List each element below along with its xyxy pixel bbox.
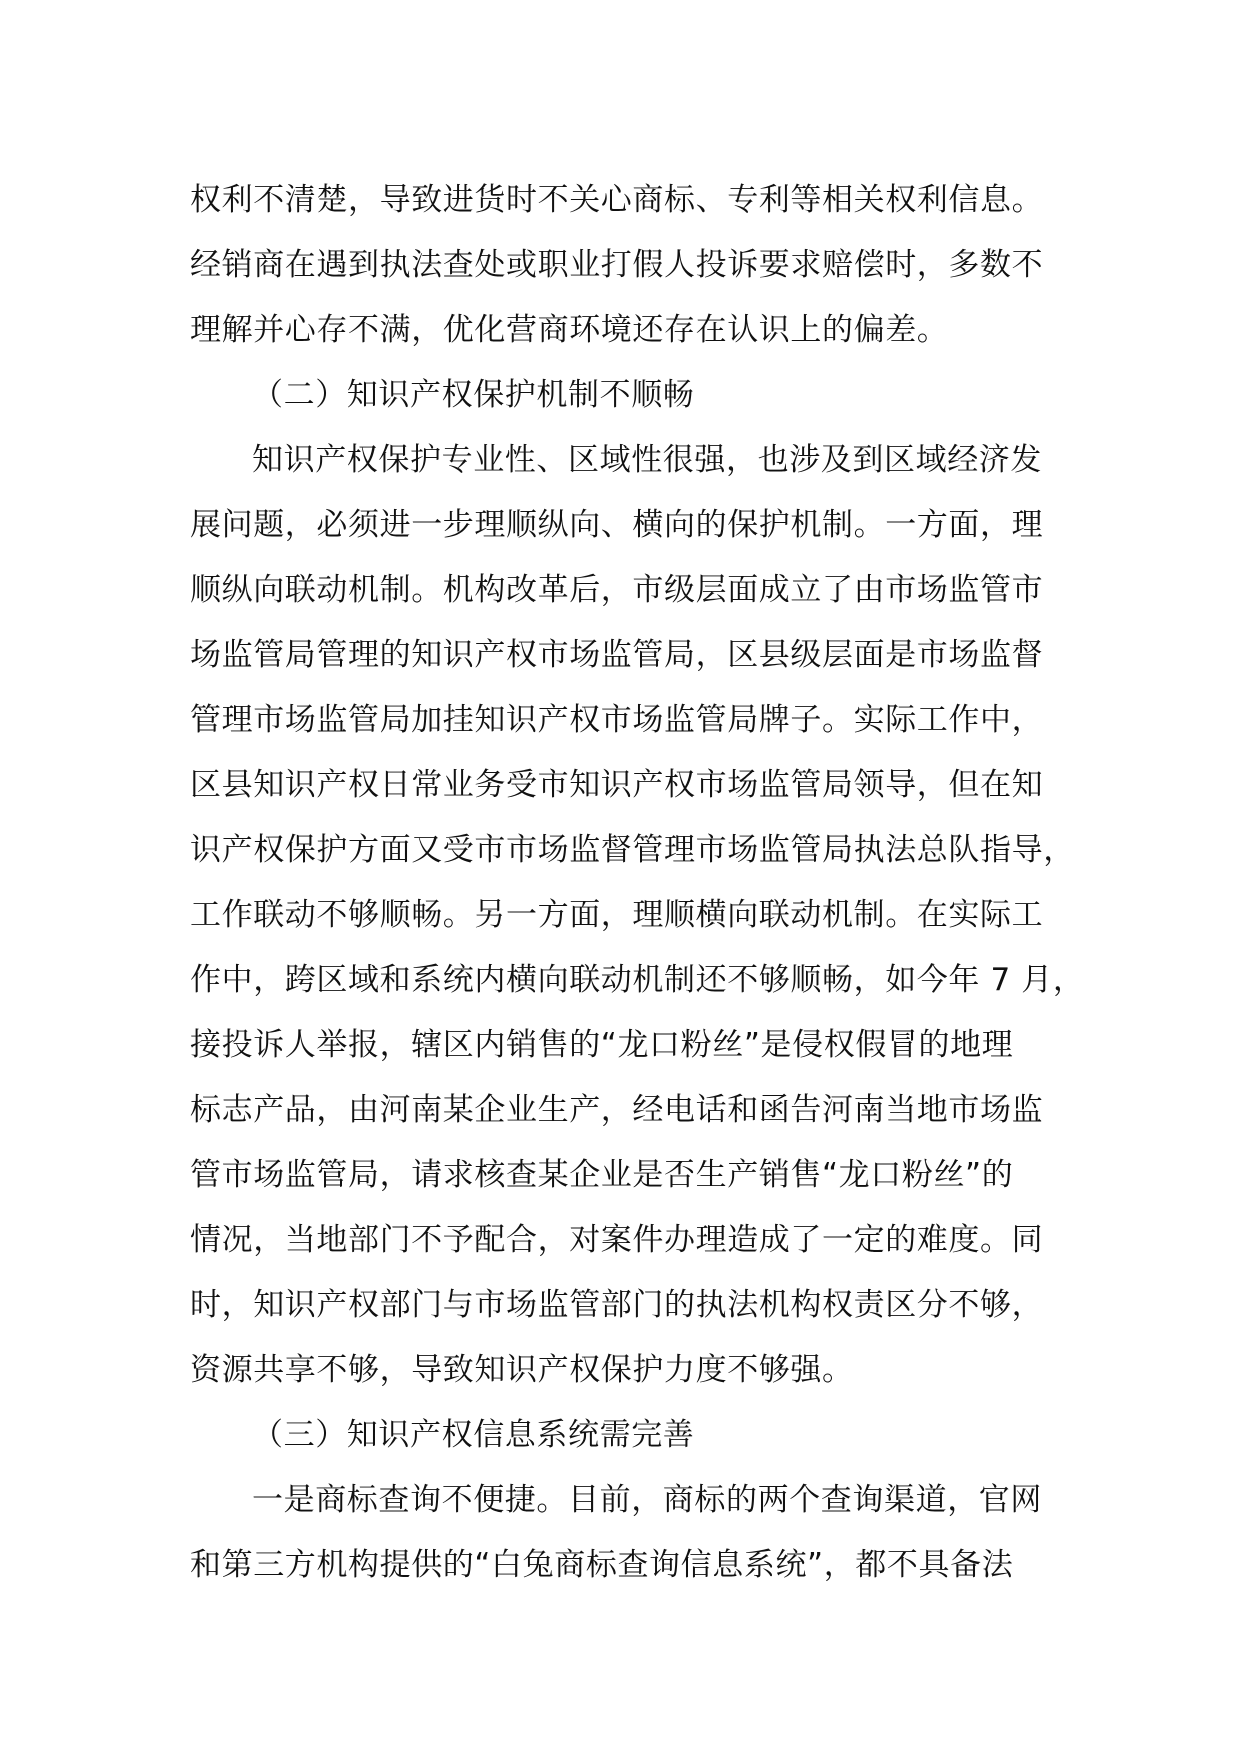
text-line: 权利不清楚，导致进货时不关心商标、专利等相关权利信息。: [190, 182, 1044, 218]
text-line: 一是商标查询不便捷。目前，商标的两个查询渠道，官网: [252, 1482, 1042, 1518]
text-line: 展问题，必须进一步理顺纵向、横向的保护机制。一方面，理: [190, 507, 1044, 543]
text-line: 情况，当地部门不予配合，对案件办理造成了一定的难度。同: [190, 1222, 1044, 1258]
text-line: 作中，跨区域和系统内横向联动机制还不够顺畅，如今年 7 月，: [190, 962, 1085, 998]
text-line: 知识产权保护专业性、区域性很强，也涉及到区域经济发: [252, 442, 1042, 478]
text-line: 资源共享不够，导致知识产权保护力度不够强。: [190, 1352, 854, 1388]
text-line: 管市场监管局，请求核查某企业是否生产销售“龙口粉丝”的: [190, 1157, 1014, 1193]
text-line: 经销商在遇到执法查处或职业打假人投诉要求赔偿时，多数不: [190, 247, 1044, 283]
document-body: [190, 168, 1085, 1598]
section-heading: （二）知识产权保护机制不顺畅: [252, 377, 695, 413]
text-line: 和第三方机构提供的“白兔商标查询信息系统”，都不具备法: [190, 1547, 1014, 1583]
text-line: 接投诉人举报，辖区内销售的“龙口粉丝”是侵权假冒的地理: [190, 1027, 1014, 1063]
text-line: 标志产品，由河南某企业生产，经电话和函告河南当地市场监: [190, 1092, 1044, 1128]
text-line: 场监管局管理的知识产权市场监管局，区县级层面是市场监督: [190, 637, 1044, 673]
text-line: 识产权保护方面又受市市场监督管理市场监管局执法总队指导，: [190, 832, 1075, 868]
text-line: 理解并心存不满，优化营商环境还存在认识上的偏差。: [190, 312, 949, 348]
text-line: 时，知识产权部门与市场监管部门的执法机构权责区分不够，: [190, 1287, 1044, 1323]
text-line: 区县知识产权日常业务受市知识产权市场监管局领导，但在知: [190, 767, 1044, 803]
text-line: 工作联动不够顺畅。另一方面，理顺横向联动机制。在实际工: [190, 897, 1044, 933]
section-heading: （三）知识产权信息系统需完善: [252, 1417, 695, 1453]
text-line: 管理市场监管局加挂知识产权市场监管局牌子。实际工作中，: [190, 702, 1044, 738]
text-line: 顺纵向联动机制。机构改革后，市级层面成立了由市场监管市: [190, 572, 1044, 608]
